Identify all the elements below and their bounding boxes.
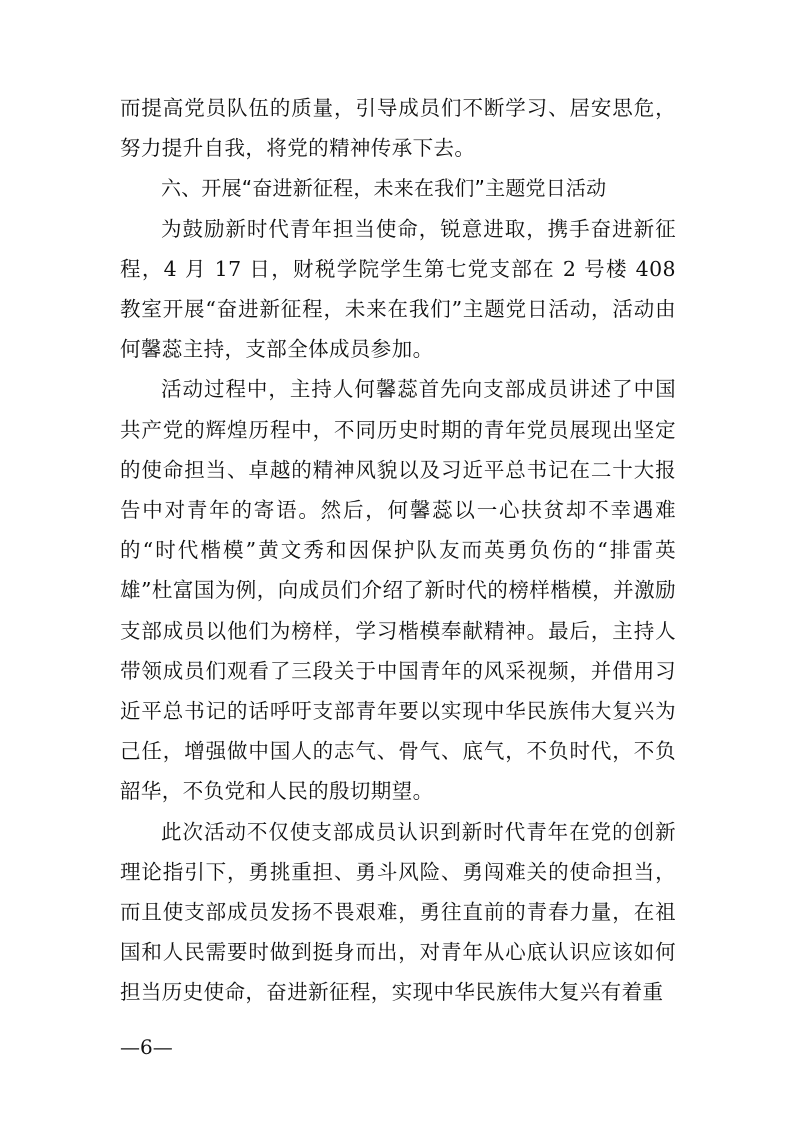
- document-body: [120, 88, 676, 1013]
- section-heading: 六、开展“奋进新征程，未来在我们”主题党日活动: [161, 176, 607, 201]
- paragraph-continuation: 而提高党员队伍的质量，引导成员们不断学习、居安思危，努力提升自我，将党的精神传承下去。: [120, 96, 676, 161]
- page-number: —6—: [120, 1035, 173, 1059]
- paragraph-activity-intro: 为鼓励新时代青年担当使命，锐意进取，携手奋进新征程，4 月 17 日，财税学院学生第七党支部在 2 号楼 408 教室开展“奋进新征程，未来在我们”主题党日活动，活动由何馨蕊主持，支部全体成员参加。: [120, 216, 676, 362]
- paragraph-activity-result: 此次活动不仅使支部成员认识到新时代青年在党的创新理论指引下，勇挑重担、勇斗风险、勇闯难关的使命担当，而且使支部成员发扬不畏艰难，勇往直前的青春力量，在祖国和人民需要时做到挺身而出，对青年从心底认识应该如何担当历史使命，奋进新征程，实现中华民族伟大复兴有着重: [120, 819, 676, 1005]
- paragraph-activity-process: 活动过程中，主持人何馨蕊首先向支部成员讲述了中国共产党的辉煌历程中，不同历史时期的青年党员展现出坚定的使命担当、卓越的精神风貌以及习近平总书记在二十大报告中对青年的寄语。然后，何馨蕊以一心扶贫却不幸遇难的“时代楷模”黄文秀和因保护队友而英勇负伤的“排雷英雄”杜富国为例，向成员们介绍了新时代的榜样楷模，并激励支部成员以他们为榜样，学习楷模奉献精神。最后，主持人带领成员们观看了三段关于中国青年的风采视频，并借用习近平总书记的话呼吁支部青年要以实现中华民族伟大复兴为己任，增强做中国人的志气、骨气、底气，不负时代，不负韶华，不负党和人民的殷切期望。: [120, 377, 676, 804]
